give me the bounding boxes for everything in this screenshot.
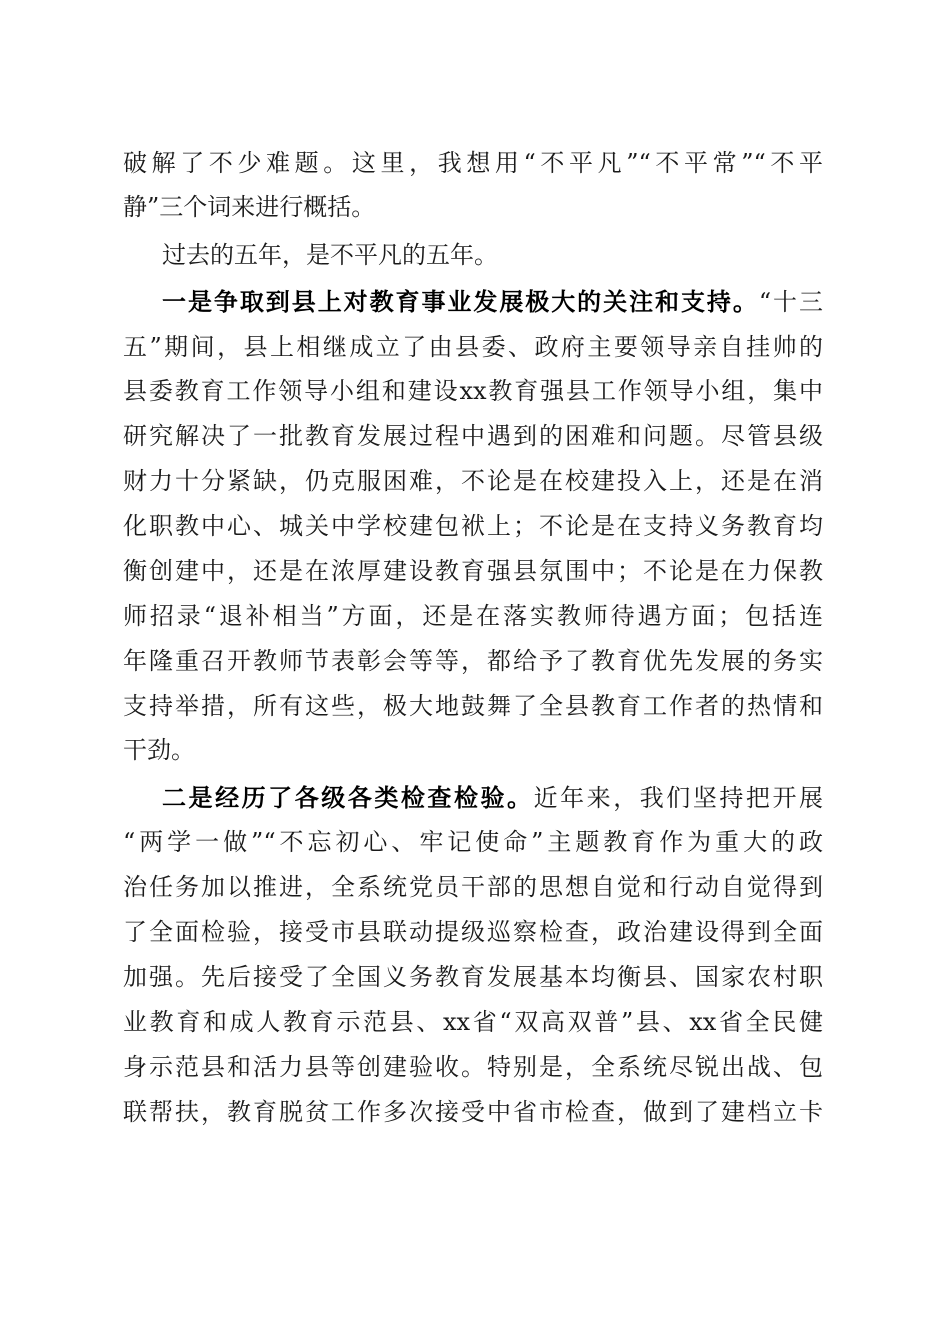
- paragraph-3-line-1-rest: “十三: [758, 288, 823, 316]
- paragraph-4-line-3: 治任务加以推进，全系统党员干部的思想自觉和行动自觉得到: [123, 873, 823, 901]
- paragraph-3-line-8: 师招录“退补相当”方面，还是在落实教师待遇方面；包括连: [123, 602, 823, 630]
- paragraph-4-line-4: 了全面检验，接受市县联动提级巡察检查，政治建设得到全面: [123, 918, 823, 946]
- paragraph-3-lead: 一是争取到县上对教育事业发展极大的关注和支持。: [162, 287, 759, 316]
- paragraph-4-line-6: 业教育和成人教育示范县、xx省“双高双普”县、xx省全民健: [123, 1008, 823, 1036]
- paragraph-3-line-9: 年隆重召开教师节表彰会等等，都给予了教育优先发展的务实: [123, 647, 823, 675]
- paragraph-4-line-5: 加强。先后接受了全国义务教育发展基本均衡县、国家农村职: [123, 963, 823, 991]
- paragraph-3-line-4: 研究解决了一批教育发展过程中遇到的困难和问题。尽管县级: [123, 422, 823, 450]
- paragraph-3-line-5: 财力十分紧缺，仍克服困难，不论是在校建投入上，还是在消: [123, 467, 823, 495]
- paragraph-2-line-1: 过去的五年，是不平凡的五年。: [162, 241, 498, 269]
- paragraph-4-line-2: “两学一做”“不忘初心、牢记使命”主题教育作为重大的政: [123, 828, 823, 856]
- paragraph-4-line-1-rest: 近年来，我们坚持把开展: [533, 784, 824, 812]
- paragraph-1-line-2: 静”三个词来进行概括。: [123, 193, 376, 221]
- paragraph-4-line-8: 联帮扶，教育脱贫工作多次接受中省市检查，做到了建档立卡: [123, 1098, 823, 1126]
- paragraph-4-lead: 二是经历了各级各类检查检验。: [162, 783, 534, 812]
- paragraph-3-line-7: 衡创建中，还是在浓厚建设教育强县氛围中；不论是在力保教: [123, 557, 823, 585]
- paragraph-3-line-6: 化职教中心、城关中学校建包袱上；不论是在支持义务教育均: [123, 512, 823, 540]
- paragraph-3-line-1: [162, 280, 823, 324]
- paragraph-3-line-10: 支持举措，所有这些，极大地鼓舞了全县教育工作者的热情和: [123, 692, 823, 720]
- paragraph-4-line-7: 身示范县和活力县等创建验收。特别是，全系统尽锐出战、包: [123, 1053, 823, 1081]
- paragraph-4-line-1: [162, 776, 823, 820]
- paragraph-3-line-11: 干劲。: [123, 736, 195, 764]
- paragraph-3-line-2: 五”期间，县上相继成立了由县委、政府主要领导亲自挂帅的: [123, 333, 823, 361]
- paragraph-1-line-1: 破解了不少难题。这里，我想用“不平凡”“不平常”“不平: [123, 149, 823, 177]
- paragraph-3-line-3: 县委教育工作领导小组和建设xx教育强县工作领导小组，集中: [123, 377, 823, 405]
